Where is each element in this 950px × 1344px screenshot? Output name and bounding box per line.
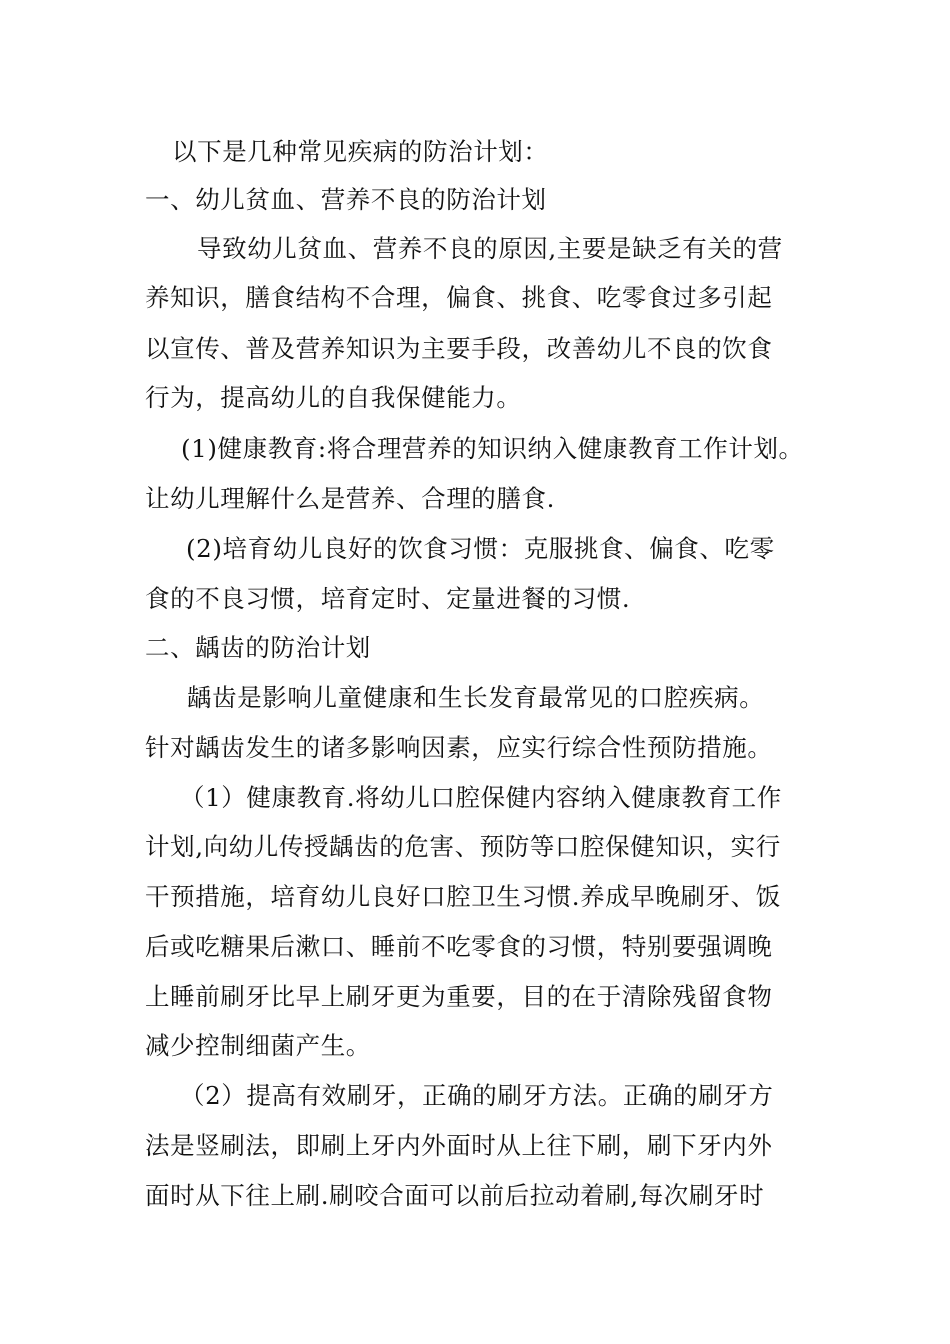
paragraph-line: 龋齿是影响儿童健康和生长发育最常见的口腔疾病。 xyxy=(187,683,765,712)
intro-line: 以下是几种常见疾病的防治计划： xyxy=(172,137,549,166)
paragraph-line: (1)健康教育:将合理营养的知识纳入健康教育工作计划。 xyxy=(181,434,804,463)
paragraph-line: 针对龋齿发生的诸多影响因素，应实行综合性预防措施。 xyxy=(145,733,773,762)
paragraph-line: 上睡前刷牙比早上刷牙更为重要，目的在于清除残留食物 xyxy=(145,982,773,1011)
paragraph-line: 以宣传、普及营养知识为主要手段，改善幼儿不良的饮食 xyxy=(145,334,773,363)
section-heading-caries: 二、龋齿的防治计划 xyxy=(145,633,371,662)
paragraph-line: 面时从下往上刷.刷咬合面可以前后拉动着刷,每次刷牙时 xyxy=(145,1181,765,1210)
paragraph-line: 行为，提高幼儿的自我保健能力。 xyxy=(145,383,522,412)
paragraph-line: 让幼儿理解什么是营养、合理的膳食. xyxy=(145,484,555,513)
paragraph-line: 养知识，膳食结构不合理，偏食、挑食、吃零食过多引起 xyxy=(145,283,773,312)
section-heading-anemia: 一、幼儿贫血、营养不良的防治计划 xyxy=(145,185,547,214)
paragraph-line: 减少控制细菌产生。 xyxy=(145,1031,371,1060)
paragraph-line: 干预措施，培育幼儿良好口腔卫生习惯.养成早晚刷牙、饭 xyxy=(145,882,781,911)
paragraph-line: 法是竖刷法，即刷上牙内外面时从上往下刷，刷下牙内外 xyxy=(145,1131,773,1160)
paragraph-line: 导致幼儿贫血、营养不良的原因,主要是缺乏有关的营 xyxy=(197,234,783,263)
paragraph-line: （2）提高有效刷牙，正确的刷牙方法。正确的刷牙方 xyxy=(180,1081,774,1110)
paragraph-line: 计划,向幼儿传授龋齿的危害、预防等口腔保健知识，实行 xyxy=(145,832,781,861)
paragraph-line: 后或吃糖果后漱口、睡前不吃零食的习惯，特别要强调晚 xyxy=(145,932,773,961)
paragraph-line: 食的不良习惯，培育定时、定量进餐的习惯. xyxy=(145,584,631,613)
paragraph-line: (2)培育幼儿良好的饮食习惯：克服挑食、偏食、吃零 xyxy=(186,534,775,563)
paragraph-line: （1）健康教育.将幼儿口腔保健内容纳入健康教育工作 xyxy=(180,783,782,812)
